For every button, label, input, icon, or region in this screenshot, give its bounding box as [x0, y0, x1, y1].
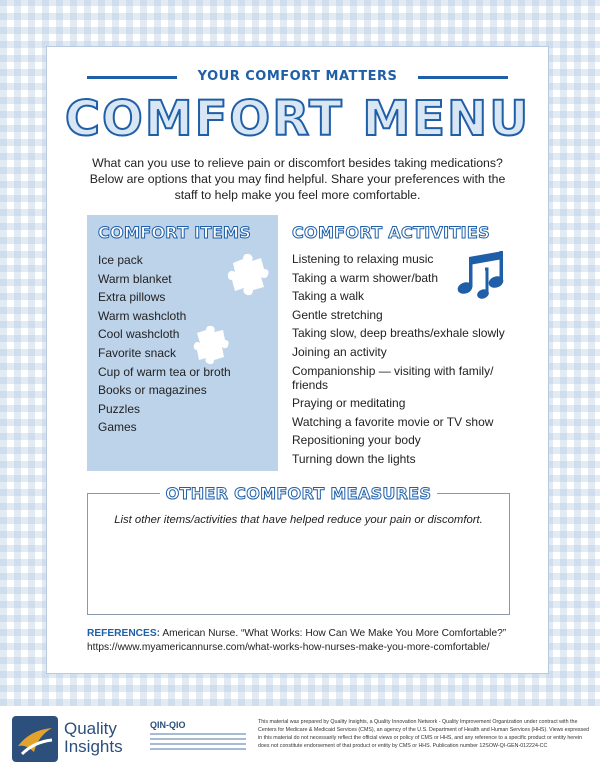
list-item: Warm blanket [98, 271, 172, 286]
list-item: Repositioning your body [292, 433, 421, 448]
list-item: Turning down the lights [292, 451, 416, 466]
qin-qio-block [150, 720, 250, 750]
list-item: Favorite snack [98, 345, 177, 360]
references-text: American Nurse. “What Works: How Can We Make You More Comfortable?” [162, 628, 507, 639]
list-item: Praying or meditating [292, 396, 406, 411]
list-item: Puzzles [98, 401, 141, 416]
puzzle-piece-icon [193, 325, 229, 365]
comfort-items-panel [87, 215, 278, 471]
footer [0, 706, 600, 776]
quality-insights-logo-icon [12, 716, 58, 762]
comfort-menu-card [46, 46, 549, 674]
page-title: COMFORT MENU [64, 91, 531, 147]
qin-qio-label: QIN-QIO [150, 720, 186, 730]
list-item: Gentle stretching [292, 307, 383, 322]
list-item: Extra pillows [98, 290, 166, 305]
banner-text: YOUR COMFORT MATTERS [197, 69, 398, 84]
logo-line-1: Quality [64, 719, 117, 738]
list-item: Taking slow, deep breaths/exhale slowly [292, 326, 505, 341]
list-item: Joining an activity [292, 344, 387, 359]
references-label: REFERENCES: [87, 628, 161, 639]
banner-rule-left [87, 76, 177, 79]
disclaimer: This material was prepared by Quality Insights, a Quality Innovation Network - Quality Improvement Organization under contract with the Centers for Medicare & Medicaid Services (CMS), an agency of the U.S. Department of Health and Human Services (HHS). Views expressed in this material do not necessarily reflect the official views or policy of CMS or HHS, and any reference to a specific product or entity herein does not constitute endorsement of that product or entity by CMS or HHS. Publication number 12SOW-QI-GEN-012224-CC [258, 719, 590, 749]
music-notes-icon [455, 249, 511, 301]
list-item: Listening to relaxing music [292, 252, 434, 266]
list-item: Games [98, 420, 137, 435]
list-item: Watching a favorite movie or TV show [292, 414, 494, 429]
references-url[interactable]: https://www.myamericannurse.com/what-works-how-nurses-make-you-more-comfortable/ [87, 642, 490, 653]
other-measures-header [88, 484, 509, 504]
puzzle-piece-icon [227, 253, 269, 297]
quality-insights-logo [64, 720, 123, 756]
other-measures-description: List other items/activities that have helped reduce your pain or discomfort. [114, 514, 483, 526]
list-item: Books or magazines [98, 383, 207, 398]
logo-line-2: Insights [64, 737, 123, 756]
list-item: Taking a walk [292, 289, 365, 304]
qin-qio-subtext-line [150, 748, 246, 750]
other-measures-box[interactable] [87, 484, 510, 615]
list-item: Cool washcloth [98, 327, 180, 342]
list-item: Ice pack [98, 253, 143, 267]
list-item: Cup of warm tea or broth [98, 364, 231, 379]
list-item: Warm washcloth [98, 308, 187, 323]
list-item: Companionship — visiting with family/ friends [292, 363, 494, 392]
comfort-activities-heading: COMFORT ACTIVITIES [292, 223, 490, 242]
references [87, 627, 527, 655]
list-item: Taking a warm shower/bath [292, 270, 439, 285]
banner [47, 67, 548, 85]
other-measures-heading: OTHER COMFORT MEASURES [160, 484, 438, 503]
qin-qio-subtext-line [150, 733, 246, 735]
comfort-items-heading: COMFORT ITEMS [98, 223, 252, 242]
qin-qio-subtext-line [150, 738, 246, 740]
intro-text: What can you use to relieve pain or discomfort besides taking medications? Below are options that you may find helpful. Share your preferences with the staff to help make you feel more comfortable. [89, 156, 506, 202]
banner-rule-right [418, 76, 508, 79]
qin-qio-subtext-line [150, 743, 246, 745]
